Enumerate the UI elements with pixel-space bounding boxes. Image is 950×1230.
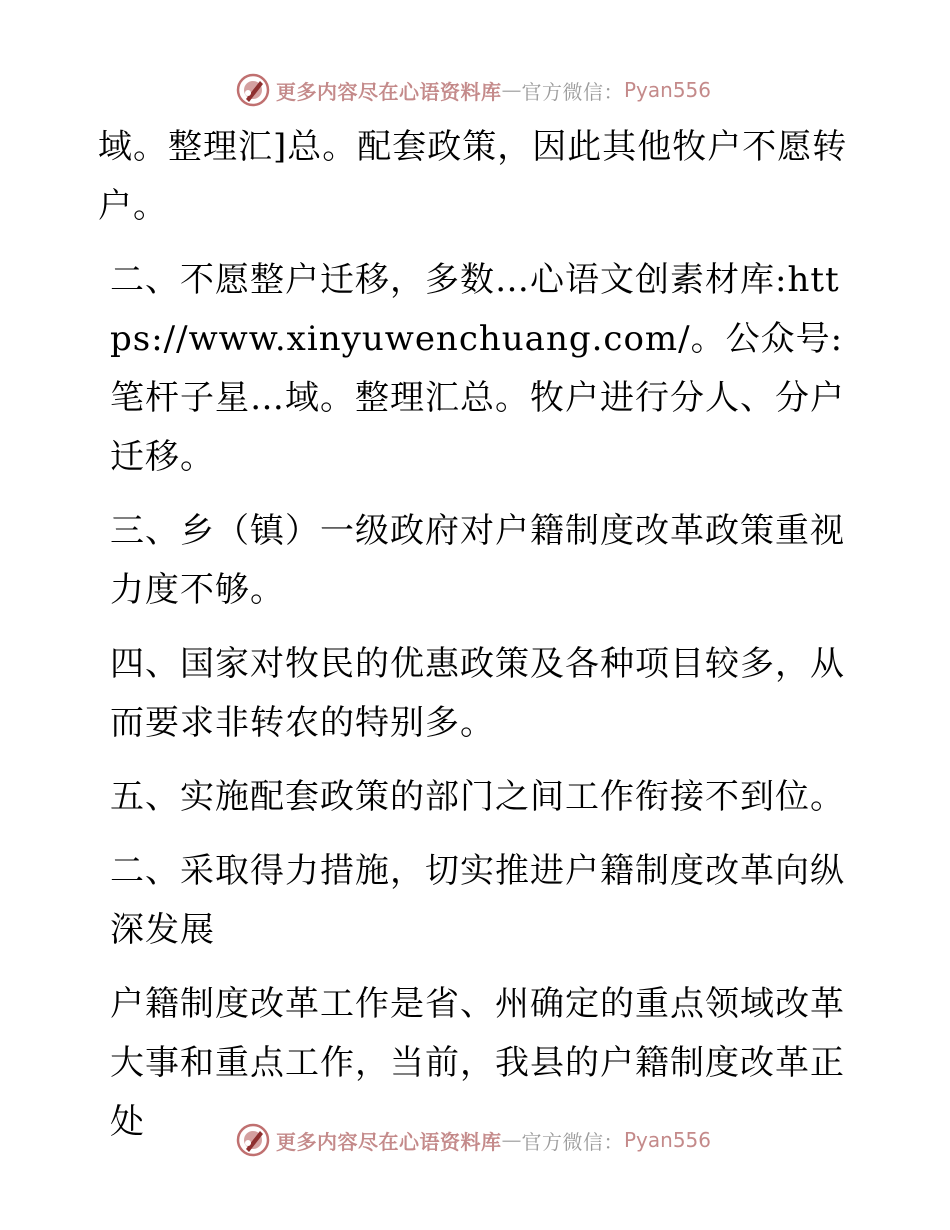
watermark-wechat-id: Pyan556 bbox=[624, 1128, 712, 1152]
document-body bbox=[98, 118, 858, 1152]
watermark-dash: — bbox=[501, 78, 522, 102]
paragraph-6: 二、采取得力措施，切实推进户籍制度改革向纵深发展 bbox=[110, 851, 845, 950]
header-watermark bbox=[236, 72, 711, 108]
paragraph-2: 二、不愿整户迁移，多数…心语文创素材库:https://www.xinyuwenchuang.com/。公众号: 笔杆子星…域。整理汇总。牧户进行分人、分户迁移。 bbox=[110, 260, 845, 477]
watermark-wechat-label: 官方微信： bbox=[521, 1129, 624, 1154]
watermark-lead-text: 更多内容尽在心语资料库 bbox=[276, 79, 502, 104]
paragraph-7: 户籍制度改革工作是省、州确定的重点领域改革大事和重点工作，当前，我县的户籍制度改革正处 bbox=[110, 984, 845, 1142]
paragraph-1: 域。整理汇]总。配套政策，因此其他牧户不愿转户。 bbox=[98, 127, 848, 226]
paragraph-4: 四、国家对牧民的优惠政策及各种项目较多，从而要求非转农的特别多。 bbox=[110, 644, 845, 743]
paragraph-5: 五、实施配套政策的部门之间工作衔接不到位。 bbox=[110, 777, 845, 817]
watermark-wechat-id: Pyan556 bbox=[624, 78, 712, 102]
watermark-wechat-label: 官方微信： bbox=[521, 79, 624, 104]
watermark-lead-text: 更多内容尽在心语资料库 bbox=[276, 1129, 502, 1154]
footer-watermark bbox=[236, 1122, 711, 1158]
paragraph-3: 三、乡（镇）一级政府对户籍制度改革政策重视力度不够。 bbox=[110, 511, 845, 610]
watermark-dash: — bbox=[501, 1128, 522, 1152]
brand-logo-icon bbox=[236, 1123, 270, 1157]
brand-logo-icon bbox=[236, 73, 270, 107]
